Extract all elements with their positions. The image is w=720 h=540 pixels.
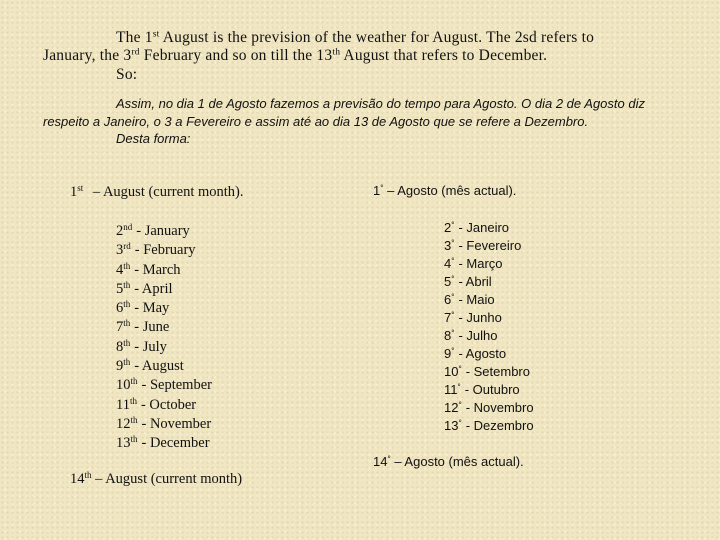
ordinal-number: 14 [70,471,85,487]
month-name: - October [140,396,197,413]
month-name: - Novembro [465,400,534,415]
ordinal-number: 4 [444,256,452,271]
ordinal-suffix: nd [123,222,133,233]
ordinal-number: 9 [116,358,124,375]
ordinal-number: 8 [116,338,124,355]
ordinal-suffix: th [123,337,131,348]
ordinal-number: 2 [444,220,452,235]
ordinal-suffix: th [332,46,341,58]
ordinal-number: 13 [444,418,459,433]
ordinal-number: 5 [116,280,124,297]
ordinal-suffix: st [77,183,84,194]
month-name: - Abril [458,274,492,289]
month-name: - Setembro [465,364,530,379]
month-name: - August [134,358,184,375]
pt-list-item [444,237,534,255]
month-name: - January [136,223,190,239]
pt-list-first-text: – Agosto (mês actual). [387,183,517,198]
ordinal-number: 14 [373,454,388,469]
ordinal-suffix: rd [123,241,131,252]
ordinal-suffix: th [123,318,131,329]
ordinal-suffix: ° [451,310,455,320]
ordinal-suffix: ° [451,238,455,248]
pt-list-item [444,255,534,273]
ordinal-suffix: ° [380,183,384,193]
pt-list-item [444,309,534,327]
ordinal-number: 5 [444,274,452,289]
ordinal-suffix: ° [451,346,455,356]
month-name: - Agosto [458,346,507,361]
pt-list-item [444,417,534,435]
month-name: - Outubro [464,382,520,397]
ordinal-number: 3 [116,242,124,259]
month-name: - September [141,377,212,394]
ordinal-suffix: th [130,376,138,387]
en-list-item [116,280,212,299]
en-month-list [116,222,212,454]
ordinal-number: 6 [444,292,452,307]
en-list-last [70,471,242,488]
intro-en-line-2-part-c: August that refers to December. [340,47,548,64]
month-name: - Fevereiro [458,238,522,253]
ordinal-number: 13 [116,435,131,452]
intro-en-line-2 [43,47,547,65]
month-name: - June [134,319,170,336]
ordinal-number: 1 [70,184,78,200]
pt-list-item [444,399,534,417]
intro-pt-line-2: respeito a Janeiro, o 3 a Fevereiro e assim até ao dia 13 de Agosto que se refere a Dezembro. [43,114,589,129]
en-list-item [116,376,212,395]
month-name: - Junho [458,310,502,325]
month-name: - March [134,261,181,278]
pt-month-list [444,219,534,435]
ordinal-number: 12 [444,400,459,415]
pt-list-last-text: – Agosto (mês actual). [394,454,524,469]
en-list-item [116,261,212,280]
month-name: - February [134,242,196,259]
en-list-item [116,222,212,241]
en-list-first [70,184,244,201]
pt-list-item [444,327,534,345]
en-list-item [116,338,212,357]
ordinal-number: 10 [116,377,131,394]
intro-en-line-2-part-a: January, the 3 [43,47,132,64]
ordinal-number: 6 [116,300,124,317]
ordinal-suffix: th [130,415,138,426]
en-list-first-text: – August (current month). [92,184,244,200]
pt-list-item [444,381,534,399]
en-list-item [116,396,212,415]
en-list-item [116,241,212,260]
pt-list-last [373,454,524,469]
en-list-item [116,357,212,376]
intro-en-line-1-start: The 1 [116,29,153,46]
pt-list-item [444,291,534,309]
ordinal-number: 11 [444,382,458,397]
ordinal-number: 4 [116,261,124,278]
ordinal-suffix: th [129,395,137,406]
ordinal-suffix: st [152,28,160,40]
pt-list-item [444,273,534,291]
intro-pt-line-1: Assim, no dia 1 de Agosto fazemos a previsão do tempo para Agosto. O dia 2 de Agosto diz [116,96,645,111]
pt-list-item [444,345,534,363]
intro-en-line-2-part-b: February and so on till the 13 [139,47,333,64]
en-list-item [116,415,212,434]
pt-list-first [373,183,516,198]
intro-en-line-1 [116,29,594,47]
pt-list-item [444,219,534,237]
en-list-item [116,318,212,337]
pt-list-item [444,363,534,381]
month-name: - April [134,280,173,297]
ordinal-suffix: th [123,279,131,290]
ordinal-number: 3 [444,238,452,253]
ordinal-suffix: ° [451,220,455,230]
ordinal-number: 2 [116,223,124,239]
month-name: - Março [458,256,503,271]
month-name: - Janeiro [458,220,510,235]
en-list-last-text: – August (current month) [95,471,243,487]
intro-pt-line-3: Desta forma: [116,131,191,146]
ordinal-number: 7 [116,319,124,336]
en-list-item [116,434,212,453]
ordinal-suffix: ° [451,256,455,266]
ordinal-suffix: rd [131,46,140,58]
ordinal-suffix: ° [451,274,455,284]
month-name: - November [141,415,212,432]
intro-en-line-3: So: [116,66,138,83]
ordinal-suffix: th [130,434,138,445]
ordinal-suffix: ° [451,292,455,302]
month-name: - Dezembro [465,418,534,433]
ordinal-suffix: th [123,299,131,310]
ordinal-number: 7 [444,310,452,325]
ordinal-number: 8 [444,328,452,343]
ordinal-number: 11 [116,396,130,413]
ordinal-suffix: ° [458,400,462,410]
ordinal-suffix: ° [451,328,455,338]
ordinal-suffix: th [123,260,131,271]
ordinal-suffix: ° [458,418,462,428]
ordinal-suffix: ° [457,382,461,392]
ordinal-number: 9 [444,346,452,361]
en-list-item [116,299,212,318]
ordinal-suffix: ° [387,454,391,464]
month-name: - July [134,338,167,355]
intro-en-line-1-end: August is the prevision of the weather for August. The 2sd refers to [159,29,595,46]
ordinal-suffix: ° [458,364,462,374]
month-name: - Maio [458,292,495,307]
month-name: - December [141,435,210,452]
month-name: - May [134,300,170,317]
month-name: - Julho [458,328,498,343]
ordinal-number: 10 [444,364,459,379]
ordinal-number: 1 [373,183,381,198]
ordinal-suffix: th [84,470,92,481]
ordinal-number: 12 [116,415,131,432]
ordinal-suffix: th [123,357,131,368]
